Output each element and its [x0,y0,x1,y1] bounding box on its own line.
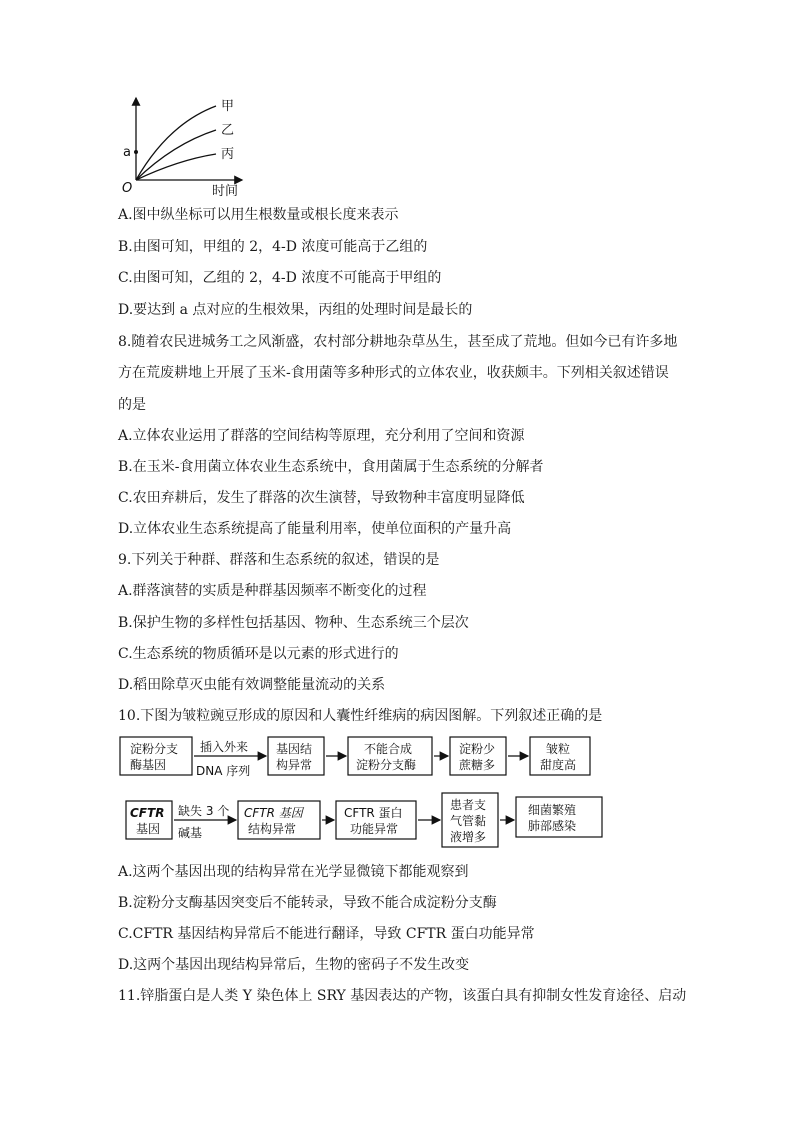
flow2-box-mucus-line2: 气管黏 [450,814,487,828]
flow2-box-structure-line2: 结构异常 [248,822,297,836]
q8-option-d: D.立体农业生态系统提高了能量利用率，使单位面积的产量升高 [118,521,512,537]
flow2-box-structure-line1: CFTR 基因 [244,806,303,820]
q10-option-a: A.这两个基因出现的结构异常在光学显微镜下都能观察到 [118,864,469,880]
q11-stem: 11.锌脂蛋白是人类 Y 染色体上 SRY 基因表达的产物，该蛋白具有抑制女性发育途径、启动 [118,988,687,1004]
origin-label: O [122,181,133,196]
q8-option-c: C.农田弃耕后，发生了群落的次生演替，导致物种丰富度明显降低 [118,490,525,506]
q10-option-c: C.CFTR 基因结构异常后不能进行翻译，导致 CFTR 蛋白功能异常 [118,926,535,942]
q9-option-c: C.生态系统的物质循环是以元素的形式进行的 [118,646,399,662]
flow1-arrow-1-bottom: DNA 序列 [196,764,251,778]
curve-label-jia: 甲 [221,99,235,114]
flow2-box-gene-line1: CFTR [130,806,165,820]
x-axis-label: 时间 [212,184,239,199]
flow2-box-protein-line1: CFTR 蛋白 [344,806,403,820]
q10-stem: 10.下图为皱粒豌豆形成的原因和人囊性纤维病的病因图解。下列叙述正确的是 [118,708,603,724]
flow1-box-structure-line2: 构异常 [276,758,313,772]
a-label: a [123,145,131,160]
point-a [134,150,138,154]
q10-option-b: B.淀粉分支酶基因突变后不能转录，导致不能合成淀粉分支酶 [118,895,497,911]
flow1-box-starch-line1: 淀粉少 [459,742,496,756]
curve-bing [136,154,216,180]
q8-option-b: B.在玉米-食用菌立体农业生态系统中，食用菌属于生态系统的分解者 [118,459,544,475]
q9-stem: 9.下列关于种群、群落和生态系统的叙述，错误的是 [118,552,440,568]
flow2-arrow-1-top: 缺失 3 个 [178,804,230,818]
flow2-box-gene-line2: 基因 [136,822,161,836]
growth-graph [118,94,258,199]
flow1-box-starch-line2: 蔗糖多 [459,758,496,772]
flow1-box-gene-line1: 淀粉分支 [130,742,179,756]
q8-stem-line-2: 方在荒废耕地上开展了玉米-食用菌等多种形式的立体农业，收获颇丰。下列相关叙述错误 [118,365,669,381]
q10-flow-diagram [118,735,608,850]
q10-option-d: D.这两个基因出现结构异常后，生物的密码子不发生改变 [118,957,470,973]
flow2-arrow-1-bottom: 碱基 [178,826,203,840]
flow1-box-wrinkled-line1: 皱粒 [546,742,571,756]
flow2-box-infection-line2: 肺部感染 [528,819,577,833]
curve-label-bing: 丙 [221,147,235,162]
flow1-box-wrinkled-line2: 甜度高 [540,758,577,772]
q9-option-a: A.群落演替的实质是种群基因频率不断变化的过程 [118,583,427,599]
flow2-box-infection-line1: 细菌繁殖 [528,803,577,817]
flow1-box-enzyme-line2: 淀粉分支酶 [356,758,417,772]
flow1-arrow-1-top: 插入外来 [200,740,249,754]
curve-yi [136,130,216,180]
flow1-box-structure-line1: 基因结 [276,742,313,756]
q8-stem-line-1: 8.随着农民进城务工之风渐盛，农村部分耕地杂草丛生，甚至成了荒地。但如今已有许多地 [118,334,678,350]
q7-option-d: D.要达到 a 点对应的生根效果，丙组的处理时间是最长的 [118,302,473,318]
q8-stem-line-3: 的是 [118,397,146,413]
flow2-box-mucus-line1: 患者支 [450,798,487,812]
q7-option-c: C.由图可知，乙组的 2，4-D 浓度不可能高于甲组的 [118,270,442,286]
q9-option-d: D.稻田除草灭虫能有效调整能量流动的关系 [118,677,386,693]
q9-option-b: B.保护生物的多样性包括基因、物种、生态系统三个层次 [118,615,469,631]
flow1-box-enzyme-line1: 不能合成 [364,742,413,756]
q7-option-b: B.由图可知，甲组的 2，4-D 浓度可能高于乙组的 [118,239,428,255]
flow1-box-gene-line2: 酶基因 [130,758,167,772]
curve-label-yi: 乙 [221,123,235,138]
flow2-box-protein-line2: 功能异常 [350,822,399,836]
q7-option-a: A.图中纵坐标可以用生根数量或根长度来表示 [118,207,399,223]
flow2-box-mucus-line3: 液增多 [450,830,487,844]
q8-option-a: A.立体农业运用了群落的空间结构等原理，充分利用了空间和资源 [118,428,525,444]
